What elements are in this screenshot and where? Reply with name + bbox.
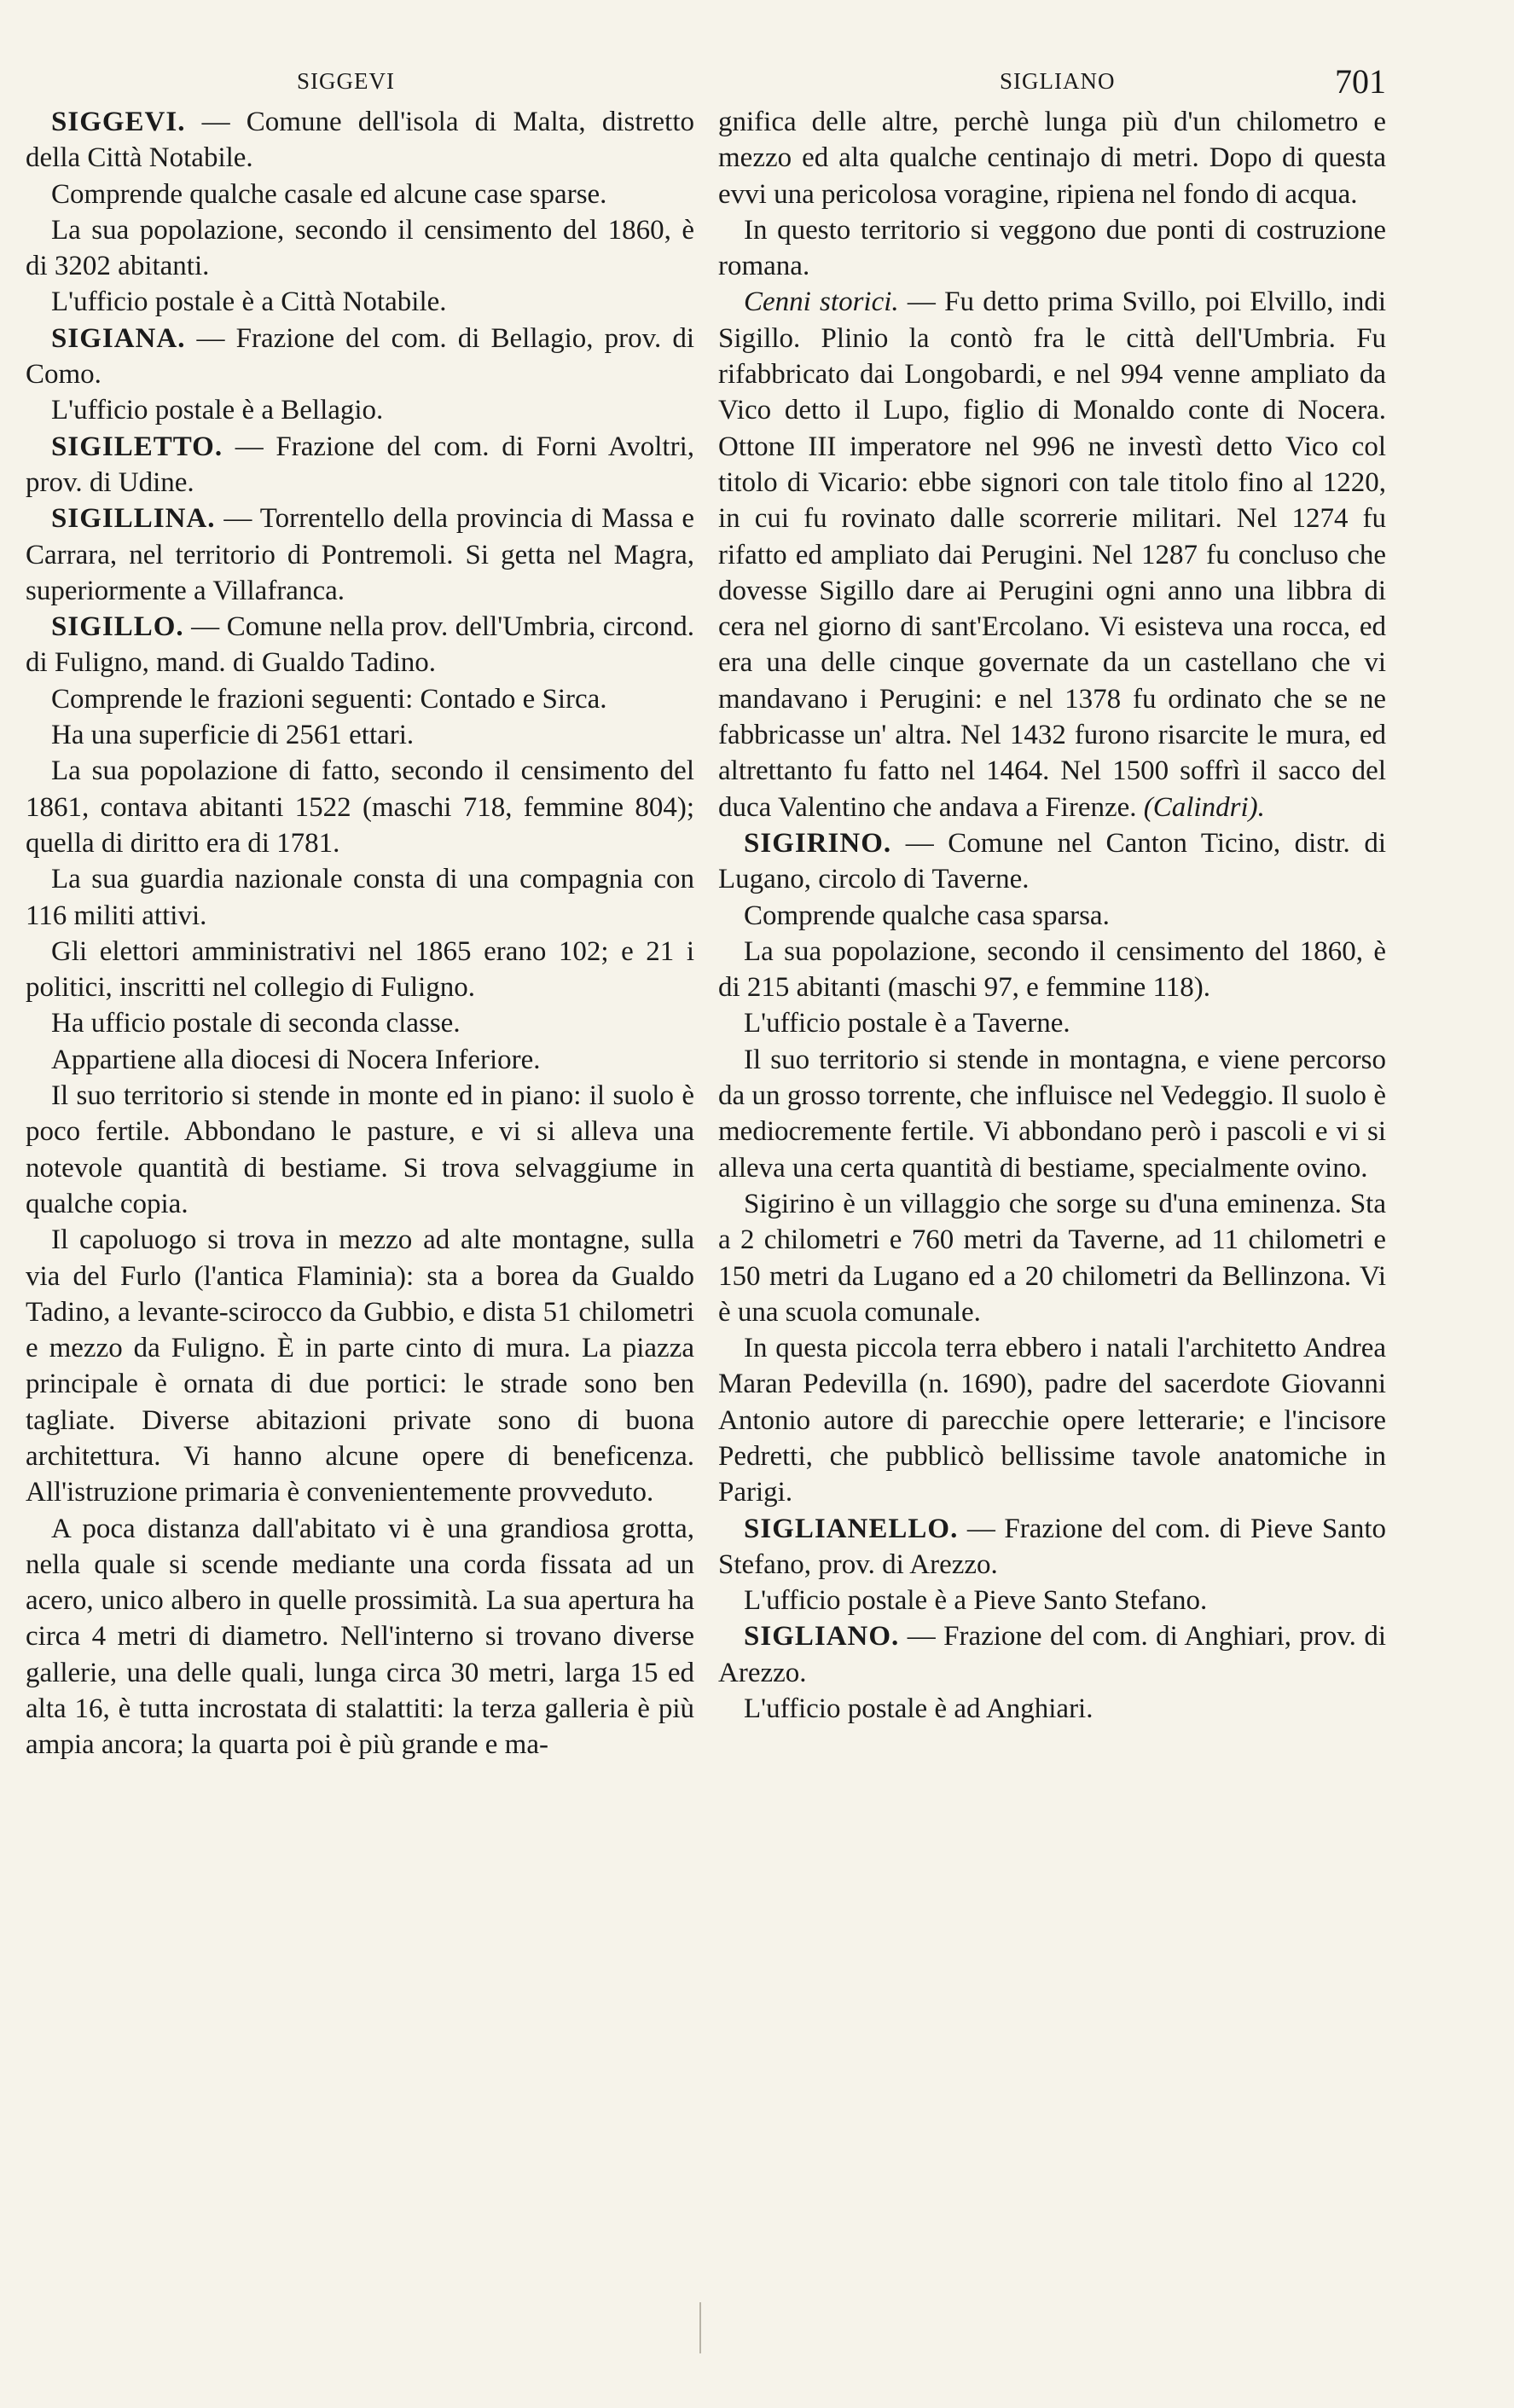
page-number: 701 bbox=[1335, 62, 1386, 101]
entry-headword: SIGIANA. bbox=[51, 322, 186, 354]
paragraph-text: In questa piccola terra ebbero i natali l'architetto Andrea Maran Pedevilla (n. 1690), padre del sacerdote Giovanni Antonio autore di parecchie opere letterarie; e l'incisore Pedretti, che pubblicò bellissime tavole anatomiche in Parigi. bbox=[718, 1333, 1386, 1508]
dictionary-entry bbox=[718, 1618, 1386, 1691]
entry-text: — Frazione del com. di Forni Avoltri, prov. di Udine. bbox=[26, 431, 694, 498]
paragraph-text: Comprende qualche casa sparsa. bbox=[744, 900, 1110, 931]
paragraph bbox=[26, 753, 694, 861]
running-head-right: SIGLIANO bbox=[1000, 68, 1116, 94]
right-column bbox=[718, 104, 1386, 1727]
paragraph bbox=[718, 1691, 1386, 1727]
paragraph-text: L'ufficio postale è a Bellagio. bbox=[51, 395, 384, 426]
dictionary-entry bbox=[26, 501, 694, 609]
paragraph bbox=[718, 1186, 1386, 1330]
paragraph-text: La sua popolazione, secondo il censimento del 1860, è di 3202 abitanti. bbox=[26, 214, 694, 282]
entry-text: — Comune nel Canton Ticino, distr. di Lugano, circolo di Taverne. bbox=[718, 827, 1386, 895]
paragraph bbox=[26, 1222, 694, 1510]
dictionary-entry bbox=[26, 429, 694, 501]
paragraph bbox=[718, 1330, 1386, 1510]
paragraph-text: A poca distanza dall'abitato vi è una grandiosa grotta, nella quale si scende mediante una corda fissata ad un acero, unico albero in quelle prossimità. La sua apertura ha circa 4 metri di diametro. Nell'interno si trovano diverse gallerie, una delle quali, lunga circa 30 metri, larga 15 ed alta 16, è tutta incrostata di stalattiti: la terza galleria è più ampia ancora; la quarta poi è più grande e ma- bbox=[26, 1513, 694, 1761]
entry-headword: SIGILETTO. bbox=[51, 431, 223, 462]
paragraph bbox=[26, 1511, 694, 1763]
paragraph bbox=[26, 681, 694, 717]
entry-text: — Frazione del com. di Bellagio, prov. di Como. bbox=[26, 322, 694, 391]
paragraph-text: gnifica delle altre, perchè lunga più d'un chilometro e mezzo ed alta qualche centinajo di metri. Dopo di questa evvi una pericolosa voragine, ripiena nel fondo di acqua. bbox=[718, 107, 1386, 210]
running-head-left: SIGGEVI bbox=[297, 68, 395, 94]
paragraph-text: Gli elettori amministrativi nel 1865 erano 102; e 21 i politici, inscritti nel collegio di Fuligno. bbox=[26, 935, 694, 1004]
paragraph-text: Ha ufficio postale di seconda classe. bbox=[51, 1008, 461, 1039]
dictionary-entry bbox=[718, 1511, 1386, 1583]
paragraph bbox=[26, 177, 694, 212]
paragraph-text: Il suo territorio si stende in montagna, e viene percorso da un grosso torrente, che influisce nel Vedeggio. Il suolo è mediocremente fertile. Vi abbondano però i pascoli e vi si alleva una certa quantità di bestiame, specialmente ovino. bbox=[718, 1044, 1386, 1184]
paragraph-text: La sua guardia nazionale consta di una compagnia con 116 militi attivi. bbox=[26, 864, 694, 931]
left-column bbox=[26, 104, 694, 1763]
historical-notes-paragraph bbox=[718, 284, 1386, 825]
paragraph bbox=[26, 1042, 694, 1078]
dictionary-entry bbox=[26, 104, 694, 177]
paragraph bbox=[718, 212, 1386, 285]
paragraph bbox=[718, 1042, 1386, 1186]
section-lead: Cenni storici. bbox=[744, 287, 899, 318]
entry-text: — Frazione del com. di Pieve Santo Stefano, prov. di Arezzo. bbox=[718, 1513, 1386, 1580]
paragraph-text: Appartiene alla diocesi di Nocera Inferiore. bbox=[51, 1044, 541, 1075]
paragraph-text: La sua popolazione, secondo il censimento del 1860, è di 215 abitanti (maschi 97, e femmine 118). bbox=[718, 935, 1386, 1004]
entry-text: — Comune dell'isola di Malta, distretto della Città Notabile. bbox=[26, 107, 694, 174]
paragraph bbox=[26, 1005, 694, 1041]
paragraph-text: Comprende qualche casale ed alcune case sparse. bbox=[51, 178, 607, 210]
entry-headword: SIGGEVI. bbox=[51, 107, 186, 137]
paragraph bbox=[26, 392, 694, 428]
paragraph-text: Sigirino è un villaggio che sorge su d'una eminenza. Sta a 2 chilometri e 760 metri da Taverne, ad 11 chilometri e 150 metri da Lugano ed a 20 chilometri da Bellinzona. Vi è una scuola comunale. bbox=[718, 1188, 1386, 1328]
paragraph bbox=[26, 717, 694, 753]
entry-headword: SIGIRINO. bbox=[744, 827, 892, 859]
paragraph bbox=[718, 934, 1386, 1006]
entry-headword: SIGLIANELLO. bbox=[744, 1513, 959, 1544]
entry-headword: SIGILLINA. bbox=[51, 503, 216, 535]
paragraph-text: — Fu detto prima Svillo, poi Elvillo, indi Sigillo. Plinio la contò fra le città dell'Umbria. Fu rifabbricato dai Longobardi, e nel 994 venne ampliato da Vico detto il Lupo, figlio di Monaldo conte di Nocera. Ottone III imperatore nel 996 ne investì detto Vico col titolo di Vicario: ebbe signori con tale titolo fino al 1220, in cui fu rovinato dalle scorrerie militari. Nel 1274 fu rifatto ed ampliato dai Perugini. Nel 1287 fu concluso che dovesse Sigillo dare ai Perugini ogni anno una libbra di cera nel giorno di sant'Ercolano. Vi esisteva una rocca, ed era una delle cinque governate da un castellano che vi mandavano i Perugini: e nel 1378 fu ordinato che se ne fabbricasse un' altra. Nel 1432 furono risarcite le mura, ed altrettanto fu fatto nel 1464. Nel 1500 soffrì il sacco del duca Valentino che andava a Firenze. bbox=[718, 287, 1386, 823]
paragraph-text: La sua popolazione di fatto, secondo il censimento del 1861, contava abitanti 1522 (maschi 718, femmine 804); quella di diritto era di 1781. bbox=[26, 755, 694, 859]
paragraph-text: Il capoluogo si trova in mezzo ad alte montagne, sulla via del Furlo (l'antica Flaminia): sta a borea da Gualdo Tadino, a levante-scirocco da Gubbio, e dista 51 chilometri e mezzo da Fuligno. È in parte cinto di mura. La piazza principale è ornata di due portici: le strade sono ben tagliate. Diverse abitazioni private sono di buona architettura. Vi hanno alcune opere di beneficenza. All'istruzione primaria è convenientemente provveduto. bbox=[26, 1224, 694, 1508]
paragraph-text: L'ufficio postale è a Taverne. bbox=[744, 1008, 1070, 1039]
paragraph bbox=[26, 284, 694, 320]
paragraph-text: In questo territorio si veggono due ponti di costruzione romana. bbox=[718, 214, 1386, 282]
entry-text: — Comune nella prov. dell'Umbria, circond. di Fuligno, mand. di Gualdo Tadino. bbox=[26, 611, 694, 679]
paragraph bbox=[26, 212, 694, 285]
paragraph bbox=[26, 861, 694, 934]
source-citation: (Calindri). bbox=[1136, 791, 1265, 823]
paragraph bbox=[26, 1078, 694, 1222]
paragraph bbox=[26, 934, 694, 1006]
column-divider bbox=[699, 2302, 701, 2353]
entry-headword: SIGLIANO. bbox=[744, 1621, 900, 1653]
entry-text: — Torrentello della provincia di Massa e Carrara, nel territorio di Pontremoli. Si getta nel Magra, superiormente a Villafranca. bbox=[26, 503, 694, 606]
paragraph-text: L'ufficio postale è a Città Notabile. bbox=[51, 287, 447, 318]
entry-text: — Frazione del com. di Anghiari, prov. di Arezzo. bbox=[718, 1621, 1386, 1688]
paragraph-text: L'ufficio postale è a Pieve Santo Stefano. bbox=[744, 1585, 1208, 1617]
dictionary-entry bbox=[718, 825, 1386, 898]
entry-headword: SIGILLO. bbox=[51, 611, 184, 643]
dictionary-entry bbox=[26, 321, 694, 393]
continued-paragraph bbox=[718, 104, 1386, 212]
paragraph-text: L'ufficio postale è ad Anghiari. bbox=[744, 1693, 1093, 1725]
paragraph bbox=[718, 1583, 1386, 1618]
dictionary-entry bbox=[26, 609, 694, 681]
paragraph-text: Ha una superficie di 2561 ettari. bbox=[51, 720, 415, 751]
paragraph-text: Il suo territorio si stende in monte ed in piano: il suolo è poco fertile. Abbondano le pasture, e vi si alleva una notevole quantità di bestiame. Si trova selvaggiume in qualche copia. bbox=[26, 1080, 694, 1219]
paragraph bbox=[718, 898, 1386, 934]
paragraph-text: Comprende le frazioni seguenti: Contado e Sirca. bbox=[51, 683, 607, 715]
paragraph bbox=[718, 1005, 1386, 1041]
